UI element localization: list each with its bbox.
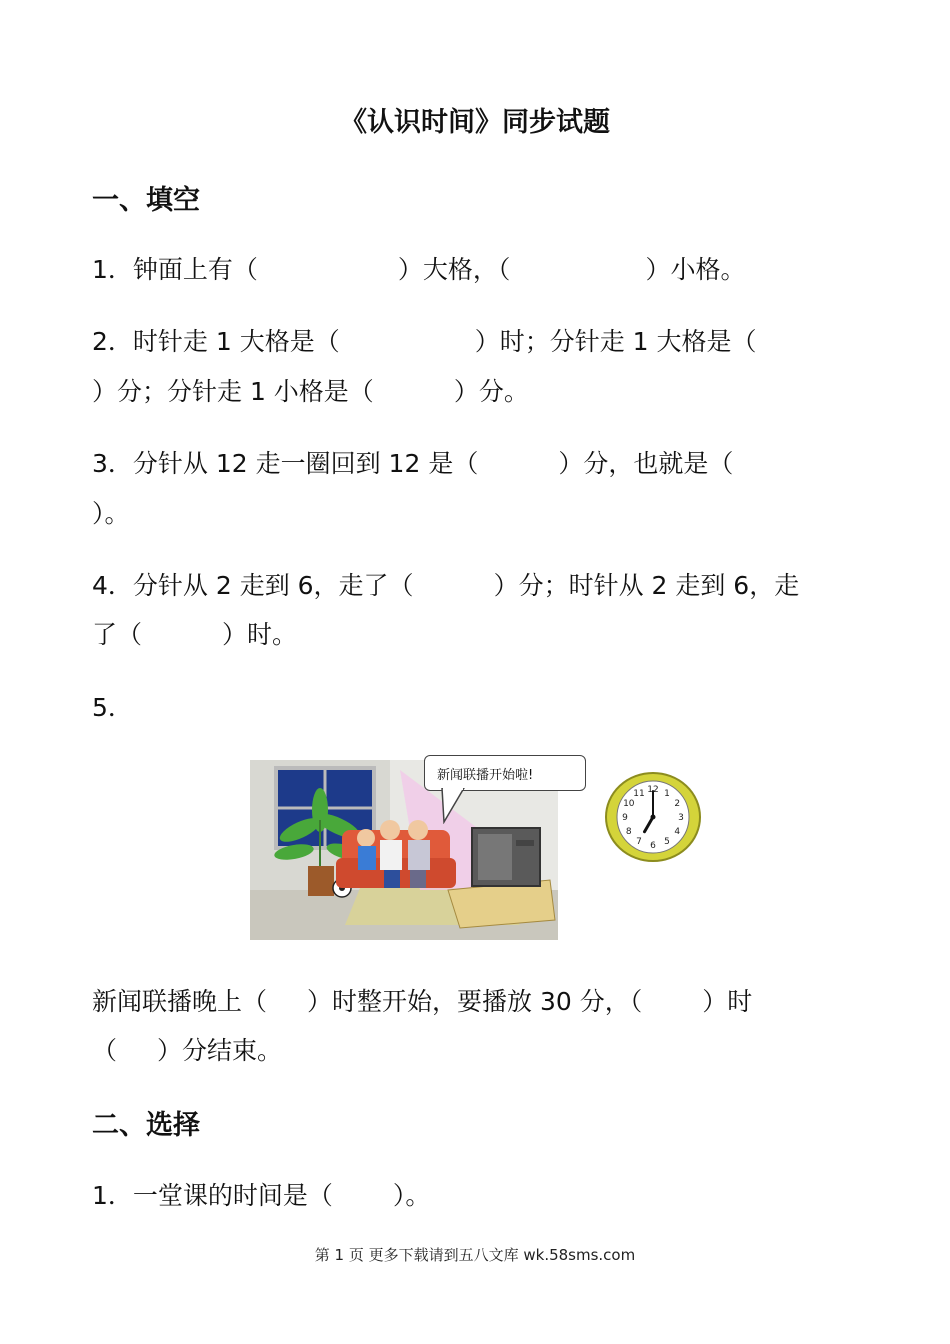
clock-numeral: 3: [678, 813, 684, 823]
question-1: 1．钟面上有（ ）大格，（ ）小格。: [92, 255, 746, 284]
clock-numeral: 1: [664, 788, 670, 799]
clock-numeral: 4: [674, 827, 681, 837]
question-4-line-2: 了（ ）时。: [92, 620, 298, 649]
page-title: 《认识时间》同步试题: [340, 107, 610, 138]
clock-numeral: 11: [633, 788, 645, 799]
section-heading-fill: 一、填空: [92, 185, 200, 216]
clock-numeral: 2: [674, 799, 681, 809]
page-footer: 第 1 页 更多下载请到五八文库 wk.58sms.com: [314, 1246, 636, 1264]
clock-numeral: 10: [623, 799, 635, 809]
clock-numeral: 5: [664, 837, 670, 848]
question-5-number: 5．: [92, 693, 133, 722]
question-5-line-1: 新闻联播晚上（ ）时整开始，要播放 30 分，（ ）时: [92, 987, 753, 1016]
choice-question-1: 1．一堂课的时间是（ ）。: [92, 1181, 431, 1210]
wall-clock: [603, 772, 703, 862]
question-5-line-2: （ ）分结束。: [92, 1036, 283, 1065]
question-4-line-1: 4．分针从 2 走到 6，走了（ ）分；时针从 2 走到 6，走: [92, 571, 800, 600]
clock-numeral: 9: [622, 813, 628, 823]
question-2-line-2: ）分；分针走 1 小格是（ ）分。: [92, 377, 529, 406]
clock-numeral: 6: [650, 841, 656, 851]
question-3-line-1: 3．分针从 12 走一圈回到 12 是（ ）分，也就是（: [92, 449, 734, 478]
question-3-line-2: ）。: [92, 499, 130, 528]
clock-numeral: 8: [625, 827, 632, 837]
clock-numeral: 12: [647, 785, 659, 795]
speech-bubble-tail: [440, 788, 470, 824]
section-heading-choice: 二、选择: [92, 1110, 200, 1141]
clock-numeral: 7: [636, 837, 642, 848]
question-2-line-1: 2．时针走 1 大格是（ ）时；分针走 1 大格是（: [92, 327, 757, 356]
speech-bubble: [424, 755, 586, 791]
speech-bubble-text: 新闻联播开始啦!: [437, 768, 534, 783]
